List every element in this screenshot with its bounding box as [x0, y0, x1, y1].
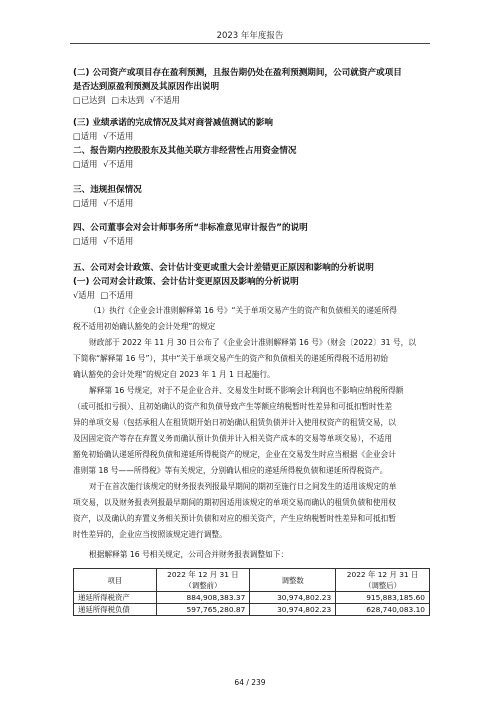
options-profit-forecast	[73, 94, 183, 106]
options-guarantee	[73, 197, 136, 209]
option-applicable: □适用	[73, 131, 98, 141]
cell-item: 递延所得税负债	[74, 604, 157, 616]
paragraph-5: 根据解释第 16 号相关规定，公司合并财务报表调整如下：	[89, 550, 289, 559]
section-heading-guarantee: 三、违规担保情况	[73, 185, 142, 195]
cell-item: 递延所得税资产	[74, 592, 157, 604]
option-reached: □已达到	[73, 95, 106, 105]
section-heading-profit-forecast: (二) 公司资产或项目存在盈利预测，且报告期仍处在盈利预测期间，公司就资产或项目	[73, 68, 402, 78]
option-applicable: □适用	[73, 236, 98, 246]
paragraph-3-line-3: 异的单项交易（包括承租人在租赁期开始日初始确认租赁负债并计入使用权资产的租赁交易，以	[73, 418, 396, 427]
cell-before: 884,908,383.37	[156, 592, 250, 604]
paragraph-3-line-2: （或可抵扣亏损）、且初始确认的资产和负债导致产生等额应纳税暂时性差异和可抵扣暂时性差	[73, 402, 393, 411]
section-heading-fund-occupation: 二、报告期内控股股东及其他关联方非经营性占用资金情况	[73, 146, 297, 156]
header-rule	[70, 43, 430, 44]
option-applicable: □适用	[73, 198, 98, 208]
paragraph-2-line-2: 下简称“解释第 16 号”），其中“关于单项交易产生的资产和负债相关的递延所得税不适用初始	[73, 354, 388, 363]
cell-adjustment: 30,974,802.23	[250, 604, 336, 616]
header-item: 项目	[74, 569, 157, 592]
section-heading-profit-forecast-cont: 是否达到原盈利预测及其原因作出说明	[73, 82, 220, 92]
section-heading-accounting-policy: 五、公司对会计政策、会计估计变更或重大会计差错更正原因和影响的分析说明	[73, 263, 374, 273]
section-heading-audit-opinion: 四、公司董事会对会计师事务所“非标准意见审计报告”的说明	[73, 223, 308, 233]
paragraph-3-line-4: 及因固定资产等存在弃置义务而确认预计负债并计入相关资产成本的交易等单项交易），不适用	[73, 434, 393, 443]
paragraph-4-line-1: 对于在首次施行该规定的财务报表列报最早期间的期初至施行日之间发生的适用该规定的单	[89, 482, 397, 491]
option-not-applicable: □不适用	[100, 290, 134, 300]
table-header-row	[74, 569, 430, 592]
option-not-applicable: √不适用	[103, 198, 134, 208]
cell-after: 915,883,185.60	[336, 592, 430, 604]
adjustment-table	[73, 568, 430, 616]
cell-adjustment: 30,974,802.23	[250, 592, 336, 604]
paragraph-4-line-2: 项交易，以及财务报表列报最早期间的期初因适用该规定的单项交易而确认的租赁负债和使用权	[73, 498, 396, 507]
options-performance-commitment	[73, 130, 136, 142]
paragraph-1-line-1: （1）执行《企业会计准则解释第 16 号》“关于单项交易产生的资产和负债相关的递延所得	[89, 306, 397, 315]
options-audit-opinion	[73, 235, 136, 247]
option-not-applicable: √不适用	[103, 159, 134, 169]
option-not-applicable: √不适用	[103, 131, 134, 141]
options-policy-change	[73, 289, 136, 301]
page-header: 2023 年年度报告	[216, 31, 284, 41]
paragraph-3-line-1: 解释第 16 号规定，对于不是企业合并、交易发生时既不影响会计利润也不影响应纳税所得额	[89, 386, 404, 395]
option-not-applicable: √不适用	[103, 236, 134, 246]
options-fund-occupation	[73, 158, 136, 170]
header-before: 2022 年 12 月 31 日 （调整前）	[156, 569, 250, 592]
option-applicable: √适用	[73, 290, 95, 300]
paragraph-1-line-2: 税不适用初始确认豁免的会计处理”的规定	[73, 322, 216, 331]
option-applicable: □适用	[73, 159, 98, 169]
header-after: 2022 年 12 月 31 日 （调整后）	[336, 569, 430, 592]
table-row	[74, 604, 430, 616]
paragraph-2-line-1: 财政部于 2022 年 11 月 30 日公布了《企业会计准则解释第 16 号》（财会〔2022〕31 号，以	[89, 338, 417, 347]
paragraph-3-line-5: 豁免初始确认递延所得税负债和递延所得税资产的规定，企业在交易发生时应当根据《企业会计	[73, 450, 396, 459]
page-number: 64 / 239	[234, 678, 266, 687]
option-not-applicable: √不适用	[149, 95, 180, 105]
paragraph-4-line-4: 时性差异的，企业应当按照该规定进行调整。	[73, 530, 227, 539]
section-heading-performance-commitment: (三) 业绩承诺的完成情况及其对商誉减值测试的影响	[73, 118, 273, 128]
table-row	[74, 592, 430, 604]
paragraph-2-line-3: 确认豁免的会计处理”的规定自 2023 年 1 月 1 日起施行。	[73, 370, 275, 379]
cell-after: 628,740,083.10	[336, 604, 430, 616]
paragraph-3-line-6: 准则第 18 号——所得税》等有关规定，分别确认相应的递延所得税负债和递延所得税资产。	[73, 466, 388, 475]
option-not-reached: □未达到	[111, 95, 145, 105]
subsection-heading-policy-change: (一) 公司对会计政策、会计估计变更原因及影响的分析说明	[73, 277, 299, 287]
cell-before: 597,765,280.87	[156, 604, 250, 616]
paragraph-4-line-3: 资产，以及确认的弃置义务相关预计负债和对应的相关资产，产生应纳税暂时性差异和可抵扣暂	[73, 514, 396, 523]
header-adjustment: 调整数	[250, 569, 336, 592]
